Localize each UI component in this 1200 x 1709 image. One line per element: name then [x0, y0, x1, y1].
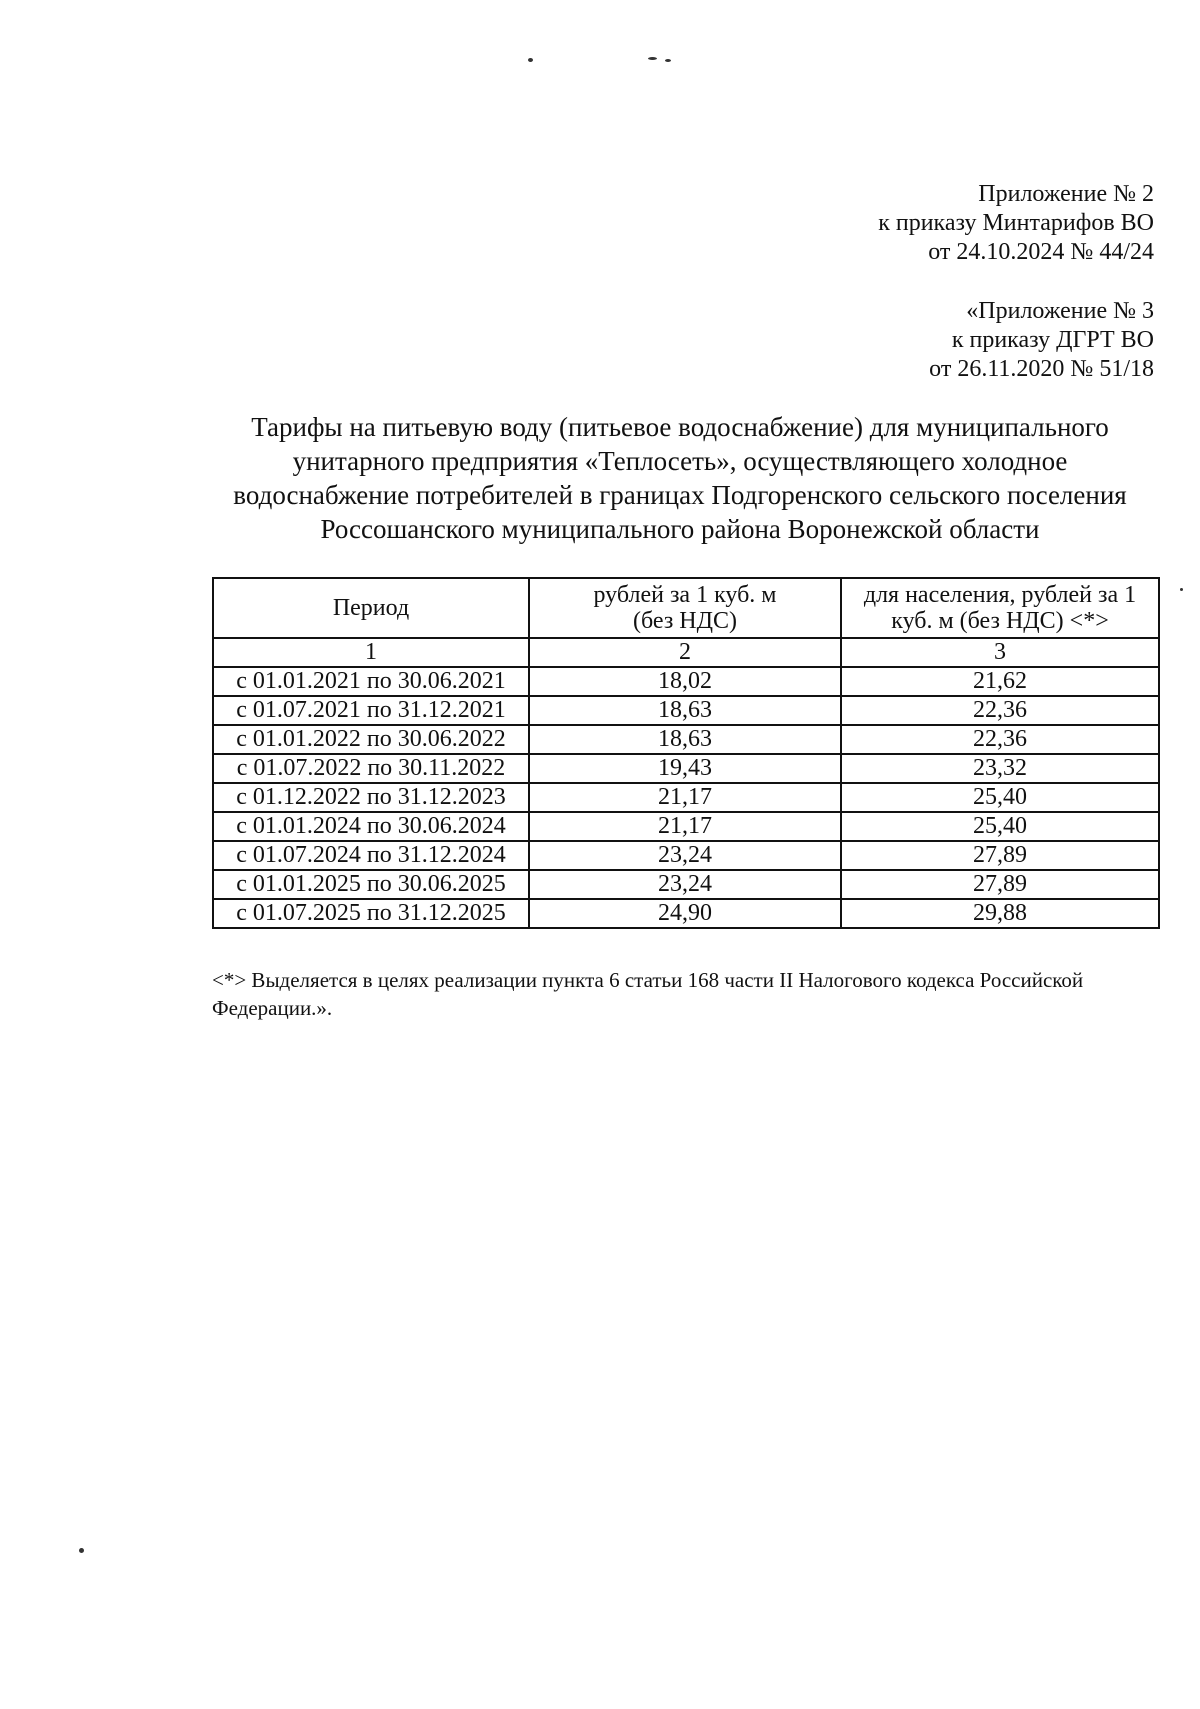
table-row — [213, 841, 1159, 870]
cell-tariff: 21,17 — [529, 783, 841, 812]
annex-previous-order: к приказу ДГРТ ВО — [951, 327, 1154, 353]
cell-tariff: 24,90 — [529, 899, 841, 928]
table-row — [213, 870, 1159, 899]
table-header-row — [213, 578, 1159, 638]
annex-current-date: от 24.10.2024 № 44/24 — [928, 239, 1154, 265]
table-row — [213, 696, 1159, 725]
table-row — [213, 783, 1159, 812]
column-number: 1 — [213, 638, 529, 667]
cell-population-tariff: 25,40 — [841, 783, 1159, 812]
scan-speck — [528, 58, 533, 62]
cell-period: с 01.12.2022 по 31.12.2023 — [213, 783, 529, 812]
cell-period: с 01.01.2022 по 30.06.2022 — [213, 725, 529, 754]
cell-tariff: 19,43 — [529, 754, 841, 783]
header-population-tariff: для населения, рублей за 1 куб. м (без НДС) <*> — [841, 578, 1159, 638]
cell-period: с 01.01.2021 по 30.06.2021 — [213, 667, 529, 696]
cell-population-tariff: 29,88 — [841, 899, 1159, 928]
cell-period: с 01.07.2022 по 30.11.2022 — [213, 754, 529, 783]
header-period: Период — [213, 578, 529, 638]
document-title — [190, 410, 1170, 546]
column-number: 2 — [529, 638, 841, 667]
cell-period: с 01.07.2024 по 31.12.2024 — [213, 841, 529, 870]
annex-current-number: Приложение № 2 — [978, 181, 1154, 207]
table-row — [213, 667, 1159, 696]
table-row — [213, 812, 1159, 841]
table-row — [213, 725, 1159, 754]
header-tariff: рублей за 1 куб. м (без НДС) — [529, 578, 841, 638]
cell-period: с 01.07.2025 по 31.12.2025 — [213, 899, 529, 928]
cell-tariff: 18,02 — [529, 667, 841, 696]
footnote-line: Федерации.». — [212, 996, 333, 1020]
cell-period: с 01.07.2021 по 31.12.2021 — [213, 696, 529, 725]
scan-speck — [648, 57, 657, 60]
annex-previous-date: от 26.11.2020 № 51/18 — [929, 356, 1154, 382]
tariff-table — [212, 577, 1160, 929]
title-line: водоснабжение потребителей в границах Подгоренского сельского поселения — [233, 480, 1127, 510]
title-line: Россошанского муниципального района Воронежской области — [320, 514, 1040, 544]
table-row — [213, 899, 1159, 928]
cell-tariff: 23,24 — [529, 870, 841, 899]
footnote-line: <*> Выделяется в целях реализации пункта 6 статьи 168 части II Налогового кодекса Российской — [212, 968, 1084, 992]
cell-population-tariff: 22,36 — [841, 696, 1159, 725]
title-line: Тарифы на питьевую воду (питьевое водоснабжение) для муниципального — [251, 412, 1109, 442]
cell-period: с 01.01.2025 по 30.06.2025 — [213, 870, 529, 899]
cell-population-tariff: 25,40 — [841, 812, 1159, 841]
footnote — [212, 966, 1158, 1022]
cell-population-tariff: 27,89 — [841, 870, 1159, 899]
scan-speck — [1180, 588, 1183, 591]
column-number-row — [213, 638, 1159, 667]
cell-population-tariff: 27,89 — [841, 841, 1159, 870]
table-row — [213, 754, 1159, 783]
cell-tariff: 23,24 — [529, 841, 841, 870]
annex-previous-number: «Приложение № 3 — [966, 298, 1154, 324]
cell-population-tariff: 21,62 — [841, 667, 1159, 696]
cell-tariff: 21,17 — [529, 812, 841, 841]
annex-current-header — [878, 180, 1154, 267]
column-number: 3 — [841, 638, 1159, 667]
scan-speck — [79, 1548, 84, 1553]
cell-population-tariff: 23,32 — [841, 754, 1159, 783]
cell-population-tariff: 22,36 — [841, 725, 1159, 754]
cell-period: с 01.01.2024 по 30.06.2024 — [213, 812, 529, 841]
cell-tariff: 18,63 — [529, 696, 841, 725]
cell-tariff: 18,63 — [529, 725, 841, 754]
scan-speck — [665, 59, 671, 62]
annex-previous-header — [929, 297, 1154, 384]
title-line: унитарного предприятия «Теплосеть», осуществляющего холодное — [292, 446, 1068, 476]
annex-current-order: к приказу Минтарифов ВО — [878, 210, 1154, 236]
